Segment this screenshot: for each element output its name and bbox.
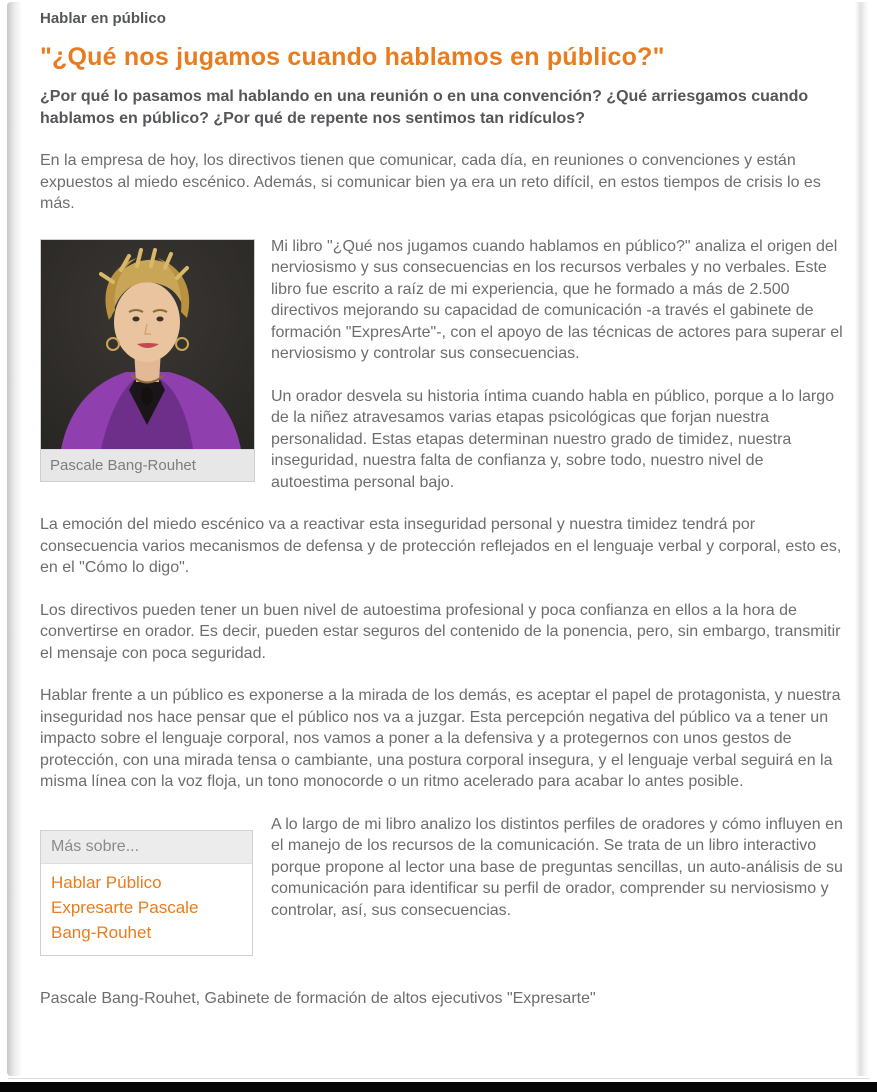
article-lead: ¿Por qué lo pasamos mal hablando en una reunión o en una convención? ¿Qué arriesgamos cuando hablamos en público? ¿Por qué de repente nos sentimos tan ridículos?: [40, 88, 809, 127]
bottom-black-bar: [0, 1082, 877, 1092]
article-paragraph-6: A lo largo de mi libro analizo los distintos perfiles de oradores y cómo influyen en el manejo de los recursos de la comunicación. Se trata de un libro interactivo porque propone al lector una base de preguntas sencillas, un auto-análisis de su comunicación para identificar su perfil de orador, comprender su nerviosismo y controlar, así, sus consecuencias.: [271, 815, 843, 919]
article-paragraph-1: Mi libro "¿Qué nos jugamos cuando hablamos en público?" analiza el origen del nerviosismo y sus consecuencias en los recursos verbales y no verbales. Este libro fue escrito a raíz de mi experiencia, que he formado a más de 2.500 directivos mejorando su capacidad de comunicación -a través el gabinete de formación "ExpresArte"-, con el apoyo de las técnicas de actores para superar el nerviosismo y controlar sus consecuencias.: [271, 237, 843, 362]
related-link-item: [51, 870, 242, 895]
portrait-media-block: [40, 239, 255, 482]
article-paragraph-intro: En la empresa de hoy, los directivos tienen que comunicar, cada día, en reuniones o convenciones y están expuestos al miedo escénico. Además, si comunicar bien ya era un reto difícil, en estos tiempos de crisis lo es más.: [40, 152, 821, 212]
article-paragraph-5: Hablar frente a un público es exponerse a la mirada de los demás, es aceptar el papel de protagonista, y nuestra inseguridad nos hace pensar que el público nos va a juzgar. Esta percepción negativa del público va a tener un impacto sobre el lenguaje corporal, nos vamos a poner a la defensiva y a protegernos con unos gestos de protección, con una mirada tensa o cambiante, una postura corporal insegura, y el lenguaje verbal seguirá en la misma línea con la voz floja, un tono monocorde o un ritmo acelerado para acabar lo antes posible.: [40, 687, 841, 790]
related-links-box: [40, 830, 253, 956]
article-paragraph-2: Un orador desvela su historia íntima cuando habla en público, porque a lo largo de la niñez atravesamos varias etapas psicológicas que forjan nuestra personalidad. Estas etapas determinan nuestro grado de timidez, nuestra inseguridad, nuestra falta de confianza y, sobre todo, nuestro nivel de autoestima personal bajo.: [271, 387, 835, 491]
link-hablar-publico[interactable]: Hablar Público: [51, 872, 162, 892]
article-content: [40, 0, 845, 1008]
article-paragraph-3: La emoción del miedo escénico va a reactivar esta inseguridad personal y nuestra timidez tendrá por consecuencia varios mecanismos de defensa y de protección reflejados en el lenguaje verbal y corporal, esto es, en el "Cómo lo digo".: [40, 516, 842, 576]
page-left-edge: [7, 2, 22, 1076]
article-byline: Pascale Bang-Rouhet, Gabinete de formación de altos ejecutivos "Expresarte": [40, 989, 596, 1007]
article-paragraph-4: Los directivos pueden tener un buen nivel de autoestima profesional y poca confianza en ellos a la hora de convertirse en orador. Es decir, pueden estar seguros del contenido de la ponencia, pero, sin embargo, transmitir el mensaje con poca seguridad.: [40, 601, 841, 662]
section-kicker: Hablar en público: [40, 10, 166, 27]
article-title: "¿Qué nos jugamos cuando hablamos en público?": [40, 43, 665, 71]
portrait-photo: [41, 240, 254, 449]
related-link-item: [51, 895, 242, 945]
related-links-list: [41, 864, 252, 955]
link-expresarte-pascale-bang-rouhet[interactable]: Expresarte Pascale Bang-Rouhet: [51, 897, 199, 942]
related-links-header: Más sobre...: [41, 831, 252, 864]
page-bottom-border: [8, 1078, 869, 1079]
page-right-edge: [855, 2, 869, 1076]
portrait-caption: Pascale Bang-Rouhet: [41, 449, 254, 481]
